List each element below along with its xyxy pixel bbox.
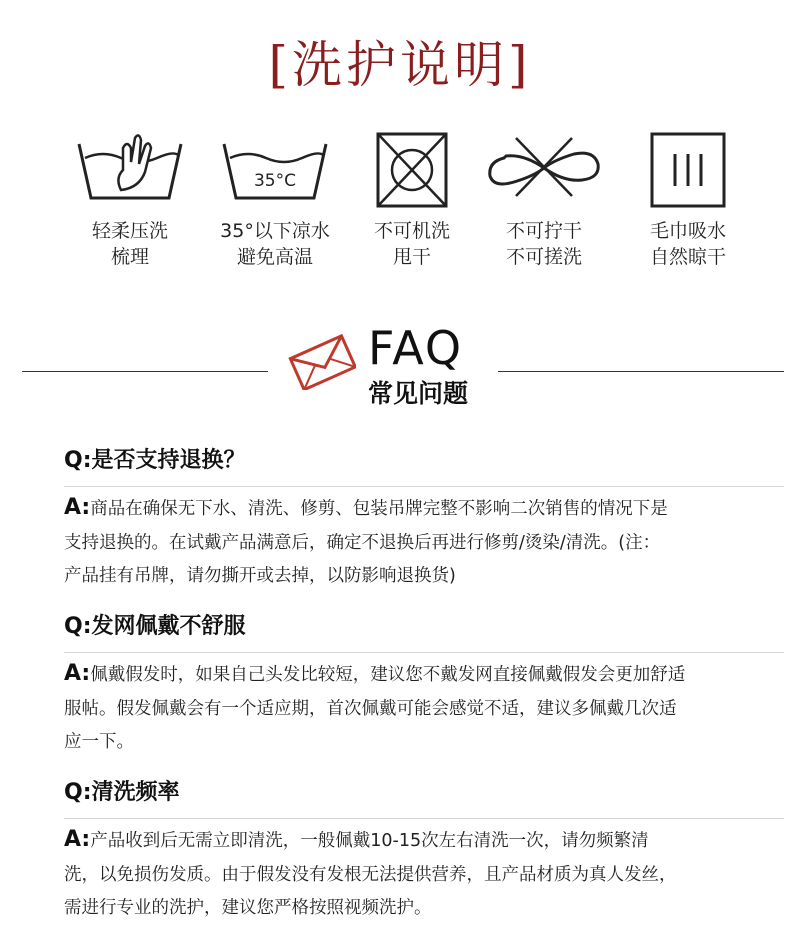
care-item-wash-35 (205, 132, 345, 270)
answer-prefix: A: (64, 495, 91, 520)
care-instructions-title: [洗护说明] (268, 36, 532, 94)
answer-line: 产品收到后无需立即清洗，一般佩戴10-15次左右清洗一次，请勿频繁清 (90, 831, 649, 851)
divider (64, 818, 784, 819)
answer-prefix: A: (64, 661, 91, 686)
faq-question: Q:发网佩戴不舒服 (64, 614, 246, 639)
faq-answer (64, 491, 784, 594)
care-label-line1: 不可机洗 (373, 220, 450, 242)
faq-question: Q:清洗频率 (64, 780, 180, 805)
care-label-line1: 35°以下凉水 (220, 220, 330, 242)
faq-title: FAQ (368, 321, 464, 375)
answer-prefix: A: (64, 827, 91, 852)
faq-header (0, 318, 800, 418)
answer-line: 商品在确保无下水、清洗、修剪、包装吊牌完整不影响二次销售的情况下是 (90, 499, 668, 519)
temperature-label: 35°C (253, 171, 297, 191)
care-label-line2: 避免高温 (236, 246, 313, 268)
hand-wash-icon (75, 132, 185, 202)
care-item-no-wring (474, 132, 614, 270)
care-icons-row (0, 132, 800, 282)
divider-left (22, 371, 268, 372)
care-item-no-machine-wash (342, 132, 482, 270)
care-label-line2: 不可搓洗 (505, 246, 582, 268)
care-label-line1: 轻柔压洗 (91, 220, 168, 242)
faq-item (64, 612, 784, 760)
no-machine-wash-icon (357, 132, 467, 208)
care-label-line1: 不可拧干 (505, 220, 582, 242)
divider (64, 486, 784, 487)
answer-line: 服帖。假发佩戴会有一个适应期，首次佩戴可能会感觉不适，建议多佩戴几次适 (64, 698, 677, 719)
answer-line: 产品挂有吊牌，请勿撕开或去掉，以防影响退换货) (64, 566, 456, 586)
divider-right (498, 371, 784, 372)
answer-line: 支持退换的。在试戴产品满意后，确定不退换后再进行修剪/烫染/清洗。(注： (64, 532, 661, 553)
care-label-line2: 自然晾干 (649, 246, 726, 268)
faq-item (64, 446, 784, 594)
answer-line: 应一下。 (64, 732, 134, 752)
answer-line: 佩戴假发时，如果自己头发比较短，建议您不戴发网直接佩戴假发会更加舒适 (90, 665, 686, 685)
care-item-towel-dry (618, 132, 758, 270)
answer-line: 洗，以免损伤发质。由于假发没有发根无法提供营养，且产品材质为真人发丝， (64, 864, 677, 885)
answer-line: 需进行专业的洗护，建议您严格按照视频洗护。 (64, 898, 432, 918)
faq-answer (64, 657, 784, 760)
wash-35-icon (220, 132, 330, 202)
care-item-hand-wash (60, 132, 200, 270)
faq-item (64, 778, 784, 926)
faq-subtitle: 常见问题 (368, 379, 469, 408)
no-wring-icon (484, 132, 604, 202)
care-label-line2: 梳理 (110, 246, 149, 268)
towel-dry-icon (633, 132, 743, 208)
care-label-line1: 毛巾吸水 (649, 220, 726, 242)
envelope-icon (288, 332, 356, 390)
divider (64, 652, 784, 653)
faq-question: Q:是否支持退换？ (64, 448, 246, 473)
faq-answer (64, 823, 784, 926)
care-label-line2: 甩干 (392, 246, 431, 268)
